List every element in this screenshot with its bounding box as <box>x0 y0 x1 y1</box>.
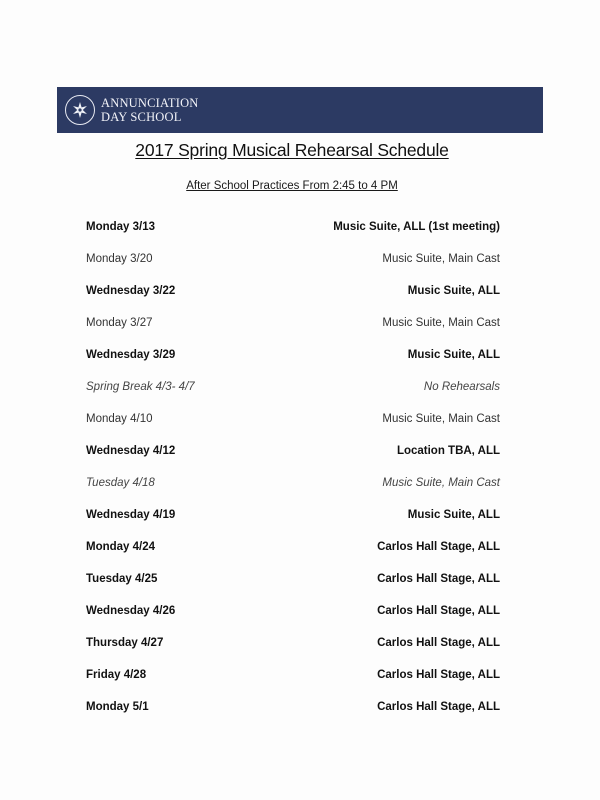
schedule-activity: Location TBA, ALL <box>396 445 500 457</box>
schedule-activity: Music Suite, Main Cast <box>382 317 500 329</box>
schedule-row <box>86 531 500 563</box>
schedule-day: Monday 5/1 <box>86 701 149 713</box>
schedule-day: Wednesday 4/19 <box>86 509 176 521</box>
schedule-day: Monday 3/27 <box>86 317 153 329</box>
schedule-activity: Music Suite, ALL (1st meeting) <box>333 221 500 233</box>
schedule-activity: Music Suite, ALL <box>407 509 500 521</box>
cross-crest-icon <box>65 95 95 125</box>
schedule-day: Wednesday 3/22 <box>86 285 176 297</box>
school-name-line1: ANNUNCIATION <box>101 96 199 110</box>
schedule-day: Wednesday 4/12 <box>86 445 176 457</box>
schedule-row <box>86 659 500 691</box>
page-title: 2017 Spring Musical Rehearsal Schedule <box>135 140 449 160</box>
schedule-row <box>86 371 500 403</box>
schedule-row <box>86 307 500 339</box>
schedule-activity: Carlos Hall Stage, ALL <box>377 701 500 713</box>
schedule-day: Thursday 4/27 <box>86 637 164 649</box>
schedule-day: Monday 4/10 <box>86 413 153 425</box>
schedule-row <box>86 595 500 627</box>
page-subtitle: After School Practices From 2:45 to 4 PM <box>186 180 398 192</box>
schedule-day: Monday 4/24 <box>86 541 156 553</box>
schedule-activity: Carlos Hall Stage, ALL <box>377 541 500 553</box>
schedule-row <box>86 403 500 435</box>
schedule-activity: No Rehearsals <box>423 381 500 393</box>
schedule-day: Friday 4/28 <box>86 669 147 681</box>
schedule-row <box>86 691 500 723</box>
school-name <box>101 96 199 124</box>
schedule-day: Monday 3/20 <box>86 253 153 265</box>
schedule-day: Monday 3/13 <box>86 221 156 233</box>
schedule-day: Tuesday 4/18 <box>86 477 155 489</box>
schedule-activity: Music Suite, Main Cast <box>382 477 500 489</box>
schedule-day: Wednesday 4/26 <box>86 605 176 617</box>
schedule-activity: Music Suite, Main Cast <box>382 253 500 265</box>
schedule-row <box>86 563 500 595</box>
schedule-activity: Music Suite, ALL <box>407 349 500 361</box>
schedule-day: Wednesday 3/29 <box>86 349 176 361</box>
schedule-row <box>86 467 500 499</box>
schedule-row <box>86 435 500 467</box>
schedule-row <box>86 627 500 659</box>
schedule-activity: Carlos Hall Stage, ALL <box>377 669 500 681</box>
schedule-activity: Music Suite, ALL <box>407 285 500 297</box>
schedule-row <box>86 243 500 275</box>
schedule-row <box>86 275 500 307</box>
schedule-row <box>86 339 500 371</box>
schedule-activity: Carlos Hall Stage, ALL <box>377 573 500 585</box>
school-banner <box>57 87 543 133</box>
schedule-day: Tuesday 4/25 <box>86 573 158 585</box>
school-name-line2: DAY SCHOOL <box>101 110 182 124</box>
schedule-row <box>86 211 500 243</box>
schedule-activity: Carlos Hall Stage, ALL <box>377 637 500 649</box>
schedule-day: Spring Break 4/3- 4/7 <box>86 381 195 393</box>
schedule-row <box>86 499 500 531</box>
schedule-activity: Carlos Hall Stage, ALL <box>377 605 500 617</box>
schedule-activity: Music Suite, Main Cast <box>382 413 500 425</box>
schedule-list <box>86 211 500 723</box>
